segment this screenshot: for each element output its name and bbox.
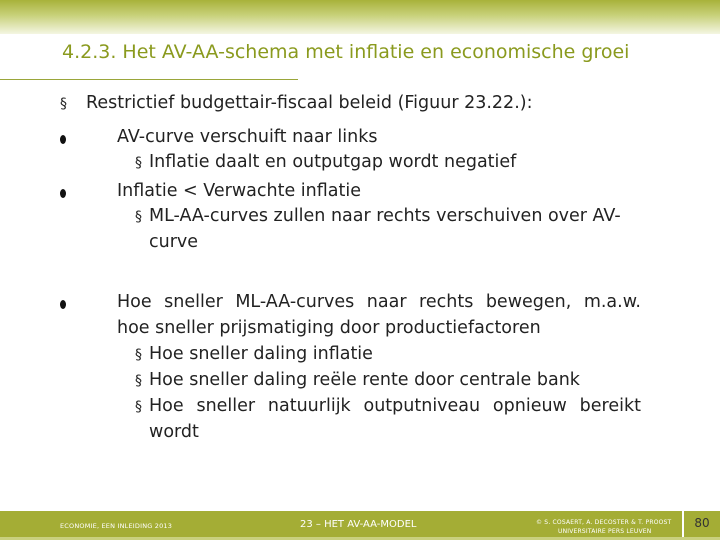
footer-copyright-publisher: UNIVERSITAIRE PERS LEUVEN [558, 528, 652, 535]
level1-bullet-marker: § [60, 96, 67, 112]
footer-separator [682, 511, 684, 537]
level2-item: Inflatie < Verwachte inflatie [117, 181, 361, 201]
level2-bullet-dot [60, 135, 66, 144]
level2-item: Hoe sneller ML-AA-curves naar rechts bewegen, m.a.w. [117, 292, 641, 312]
level2-item-continuation: hoe sneller prijsmatiging door productiefactoren [117, 318, 541, 338]
level3-bullet-marker: § [135, 209, 142, 225]
footer-chapter: 23 – HET AV-AA-MODEL [300, 519, 417, 530]
title-underline [0, 79, 298, 80]
level3-bullet-marker: § [135, 399, 142, 415]
level3-item: ML-AA-curves zullen naar rechts verschuiven over AV- [149, 206, 621, 226]
footer-copyright [536, 518, 671, 536]
footer-copyright-authors: © S. COSAERT, A. DECOSTER & T. PROOST [536, 519, 672, 526]
level3-item: Hoe sneller daling reële rente door centrale bank [149, 370, 580, 390]
level3-item: Inflatie daalt en outputgap wordt negatief [149, 152, 517, 172]
page-number: 80 [694, 516, 710, 530]
level3-bullet-marker: § [135, 155, 142, 171]
slide-title: 4.2.3. Het AV-AA-schema met inflatie en economische groei [62, 41, 630, 63]
header-gradient-bar [0, 0, 720, 34]
level3-item: Hoe sneller daling inflatie [149, 344, 373, 364]
level3-item-continuation: curve [149, 232, 199, 252]
level1-bullet-text: Restrictief budgettair-fiscaal beleid (Figuur 23.22.): [86, 93, 533, 113]
level2-bullet-dot [60, 300, 66, 309]
level3-item: Hoe sneller natuurlijk outputniveau opnieuw bereikt [149, 396, 641, 416]
level2-bullet-dot [60, 189, 66, 198]
level3-bullet-marker: § [135, 347, 142, 363]
level2-item: AV-curve verschuift naar links [117, 127, 378, 147]
level3-item-continuation: wordt [149, 422, 199, 442]
level3-bullet-marker: § [135, 373, 142, 389]
footer-book-title: ECONOMIE, EEN INLEIDING 2013 [60, 522, 173, 530]
